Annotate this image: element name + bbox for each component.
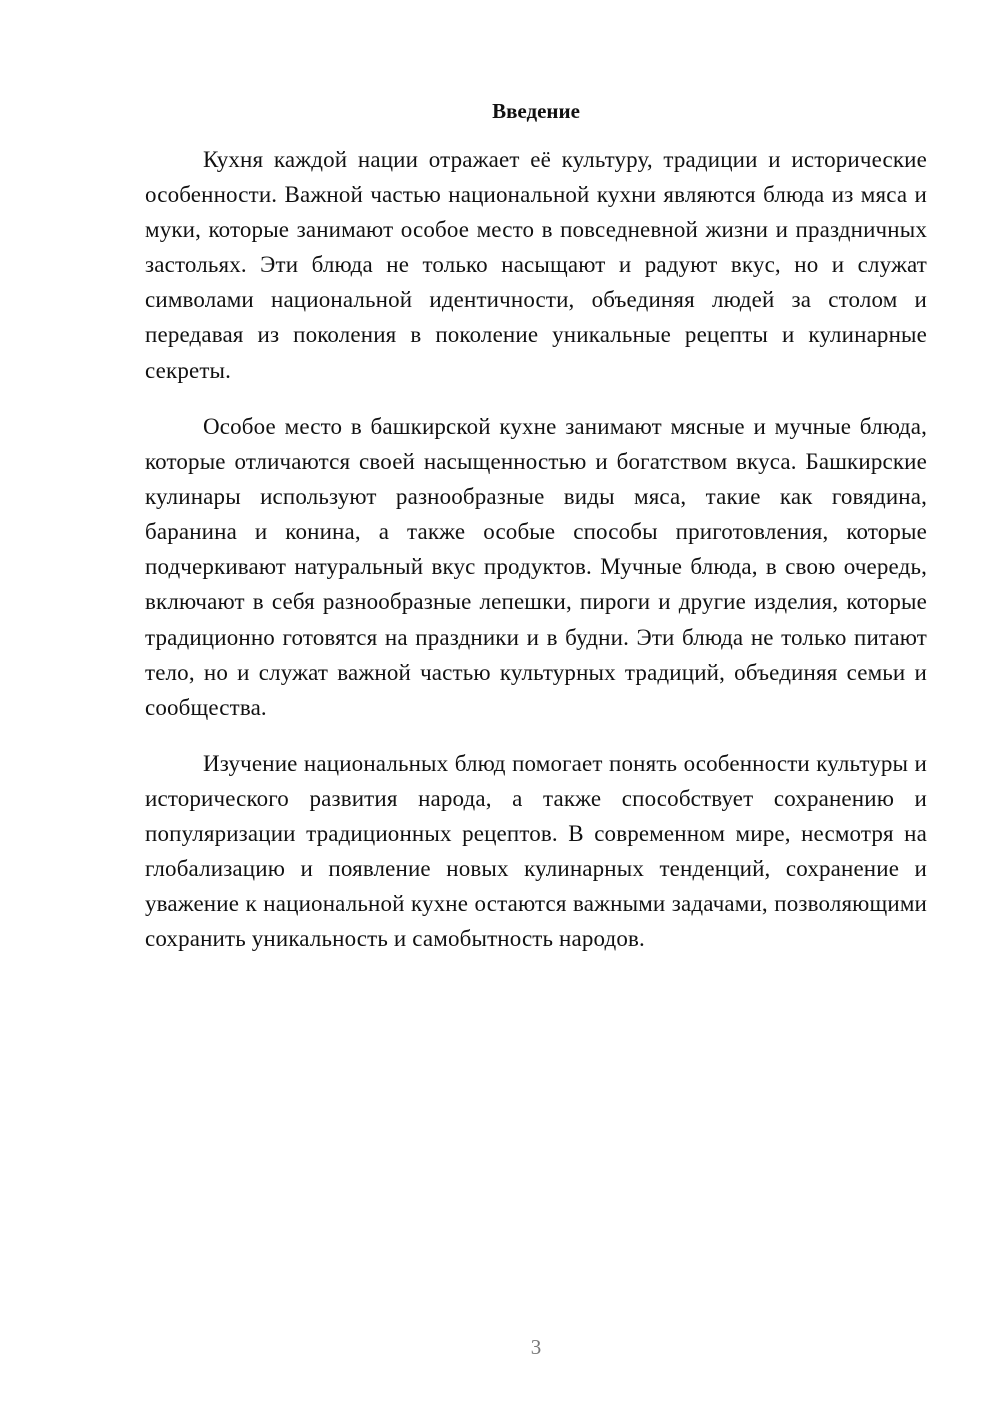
section-heading: Введение — [492, 99, 580, 123]
page-number: 3 — [530, 1335, 542, 1359]
paragraph-2: Особое место в башкирской кухне занимают мясные и мучные блюда, которые отличаются своей насыщенностью и богатством вкуса. Башкирские кулинары используют разнообразные виды мяса, такие как говядина, баранина и конина, а также особые способы приготовления, которые подчеркивают натуральный вкус продуктов. Мучные блюда, в свою очередь, включают в себя разнообразные лепешки, пироги и другие изделия, которые традиционно готовятся на праздники и в будни. Эти блюда не только питают тело, но и служат важной частью культурных традиций, объединяя семьи и сообщества. — [145, 414, 927, 720]
paragraph-1: Кухня каждой нации отражает её культуру, традиции и исторические особенности. Важной частью национальной кухни являются блюда из мяса и муки, которые занимают особое место в повседневной жизни и праздничных застольях. Эти блюда не только насыщают и радуют вкус, но и служат символами национальной идентичности, объединяя людей за столом и передавая из поколения в поколение уникальные рецепты и кулинарные секреты. — [145, 147, 927, 383]
paragraph-3: Изучение национальных блюд помогает понять особенности культуры и исторического развития народа, а также способствует сохранению и популяризации традиционных рецептов. В современном мире, несмотря на глобализацию и появление новых кулинарных тенденций, сохранение и уважение к национальной кухне остаются важными задачами, позволяющими сохранить уникальность и самобытность народов. — [145, 751, 927, 952]
